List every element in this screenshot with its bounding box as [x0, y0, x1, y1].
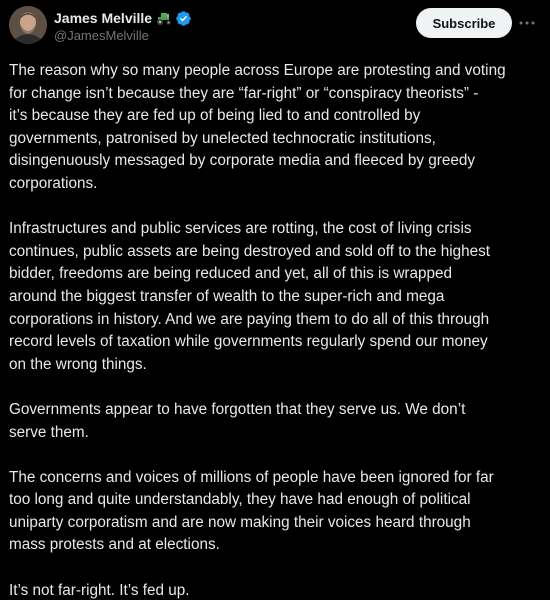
tractor-icon: [156, 11, 172, 25]
avatar[interactable]: [9, 6, 47, 44]
tweet-text: [9, 60, 539, 600]
tweet-paragraph: It’s not far-right. It’s fed up.: [9, 581, 190, 599]
subscribe-button[interactable]: Subscribe: [416, 8, 512, 38]
handle[interactable]: @JamesMelville: [54, 28, 149, 43]
tweet-paragraph: Governments appear to have forgotten that they serve us. We don’t serve them.: [9, 400, 466, 441]
tweet-paragraph: The concerns and voices of millions of people have been ignored for far too long and quite understandably, they have had enough of political uniparty corporatism and are now making their voices heard through mass protests and at elections.: [9, 468, 494, 554]
more-horizontal-icon[interactable]: [517, 13, 537, 33]
name-row: [54, 9, 192, 27]
tweet-paragraph: The reason why so many people across Europe are protesting and voting for change isn’t because they are “far-right” or “conspiracy theorists” - it’s because they are fed up of being lied to and controlled by governments, patronised by unelected technocratic institutions, disingenuously messaged by corporate media and fleeced by greedy corporations.: [9, 62, 506, 192]
verified-icon[interactable]: [175, 10, 192, 27]
display-name[interactable]: James Melville: [54, 10, 153, 26]
tweet-paragraph: Infrastructures and public services are rotting, the cost of living crisis continues, public assets are being destroyed and sold off to the highest bidder, freedoms are being reduced and yet, all of this is wrapped around the biggest transfer of wealth to the super-rich and mega corporations in history. And we are paying them to do all of this through record levels of taxation while governments regularly spend our money on the wrong things.: [9, 220, 491, 373]
tweet-header: [0, 0, 550, 58]
